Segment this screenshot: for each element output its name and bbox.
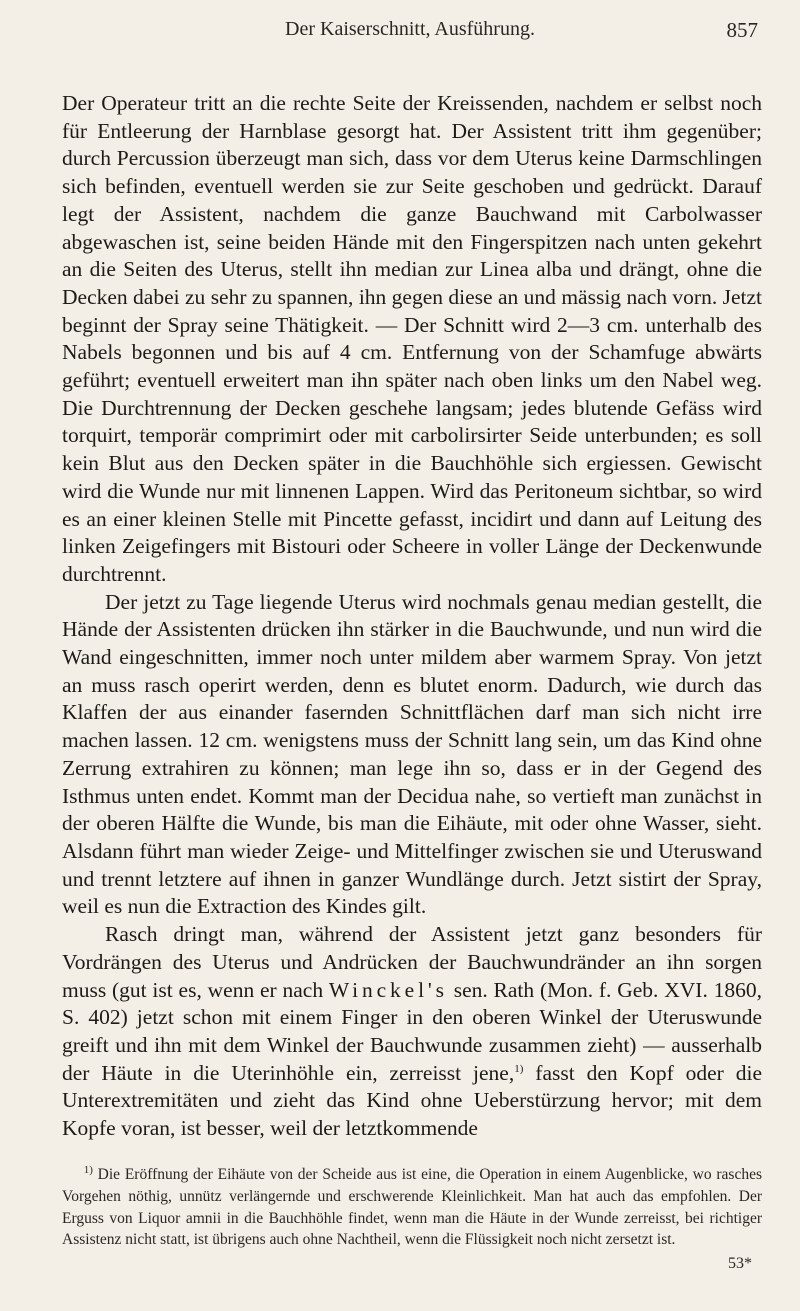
body-text: [62, 90, 762, 1143]
paragraph-3: [62, 921, 762, 1143]
signature-mark: 53*: [728, 1255, 752, 1272]
footnote-mark: 1): [83, 1163, 93, 1176]
footnote: [62, 1164, 762, 1251]
paragraph-3-part-3: fasst den Kopf oder die Unterextremitäten und zieht das Kind ohne Ueberstürzung hervor; mit dem Kopfe voran, ist besser, weil der letztkommende: [62, 1060, 762, 1141]
footnote-reference: 1): [514, 1062, 524, 1075]
author-name-spaced: Winckel's: [328, 977, 448, 1002]
paragraph-1: Der Operateur tritt an die rechte Seite der Kreissenden, nachdem er selbst noch für Entleerung der Harnblase gesorgt hat. Der Assistent tritt ihm gegenüber; durch Percussion überzeugt man sich, dass vor dem Uterus keine Darmschlingen sich befinden, eventuell werden sie zur Seite geschoben und gedrückt. Darauf legt der Assistent, nachdem die ganze Bauchwand mit Carbolwasser abgewaschen ist, seine beiden Hände mit den Fingerspitzen nach unten gekehrt an die Seiten des Uterus, stellt ihn median zur Linea alba und drängt, ohne die Decken dabei zu sehr zu spannen, ihn gegen diese an und mässig nach vorn. Jetzt beginnt der Spray seine Thätigkeit. — Der Schnitt wird 2—3 cm. unterhalb des Nabels begonnen und bis auf 4 cm. Entfernung von der Schamfuge abwärts geführt; eventuell erweitert man ihn später nach oben links um den Nabel weg. Die Durchtrennung der Decken geschehe langsam; jedes blutende Gefäss wird torquirt, temporär comprimirt oder mit carbolirsirter Seide unterbunden; es soll kein Blut aus den Decken später in die Bauchhöhle sich ergiessen. Gewischt wird die Wunde nur mit linnenen Lappen. Wird das Peritoneum sichtbar, so wird es an einer kleinen Stelle mit Pincette gefasst, incidirt und dann auf Leitung des linken Zeigefingers mit Bistouri oder Scheere in voller Länge der Deckenwunde durchtrennt.: [62, 91, 762, 586]
page-header: [62, 18, 758, 58]
paragraph-2: Der jetzt zu Tage liegende Uterus wird nochmals genau median gestellt, die Hände der Assistenten drücken ihn stärker in die Bauchwunde, und nun wird die Wand eingeschnitten, immer noch unter mildem aber warmem Spray. Von jetzt an muss rasch operirt werden, denn es blutet enorm. Dadurch, wie durch das Klaffen der aus einander fasernden Schnittflächen darf man sich nicht irre machen lassen. 12 cm. wenigstens muss der Schnitt lang sein, um das Kind ohne Zerrung extrahiren zu können; man lege ihn so, dass er in der Gegend des Isthmus unten endet. Kommt man der Decidua nahe, so vertieft man zunächst in der oberen Hälfte die Wunde, bis man die Eihäute, mit oder ohne Wasser, sieht. Alsdann führt man wieder Zeige- und Mittelfinger zwischen sie und Uteruswand und trennt letztere auf ihnen in ganzer Wundlänge durch. Jetzt sistirt der Spray, weil es nun die Extraction des Kindes gilt.: [62, 589, 762, 919]
page-number: 857: [726, 18, 758, 42]
paragraph-3-part-1: Rasch dringt man, während der Assistent jetzt ganz besonders für Vordrängen des Uterus und Andrücken der Bauchwundränder an ihn sorgen muss (gut ist es, wenn er nach: [62, 922, 762, 1002]
running-head: Der Kaiserschnitt, Ausführung.: [285, 18, 535, 40]
footnote-body: Die Eröffnung der Eihäute von der Scheide aus ist eine, die Operation in einem Augenblicke, wo rasches Vorgehen nöthig, unnütz verlängernde und erschwerende Kleinlichkeit. Man hat auch das empfohlen. Der Erguss von Liquor amnii in die Bauchhöhle findet, wenn man die Häute in der Wunde zerreisst, bei richtiger Assistenz nicht statt, ist übrigens auch ohne Nachtheil, wenn die Flüssigkeit noch nicht zersetzt ist.: [62, 1166, 763, 1249]
footnote-text: [62, 1164, 762, 1251]
paragraph-3-part-2: sen. Rath (Mon. f. Geb. XVI. 1860, S. 402) jetzt schon mit einem Finger in den oberen Winkel der Uteruswunde greift und ihn mit dem Winkel der Bauchwunde zusammen zieht) — ausserhalb der Häute in die Uterinhöhle ein, zerreisst jene,: [62, 977, 762, 1085]
